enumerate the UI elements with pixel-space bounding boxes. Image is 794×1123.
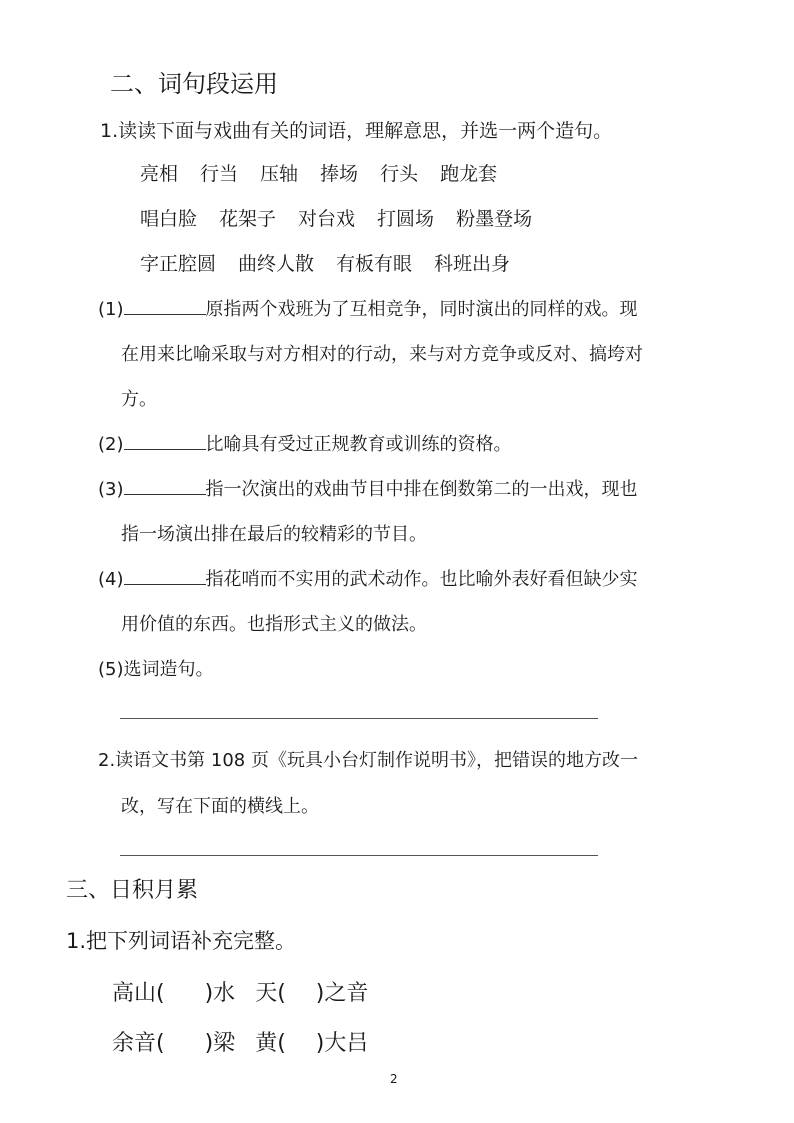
word: 跑龙套 [440, 163, 498, 185]
word: 对台戏 [298, 208, 356, 230]
word: 有板有眼 [336, 253, 413, 275]
answer-blank[interactable] [124, 478, 206, 495]
item-1-line-1 [98, 295, 638, 321]
answer-blank[interactable] [124, 568, 206, 585]
question-1-prompt: 1.读读下面与戏曲有关的词语，理解意思，并选一两个造句。 [100, 120, 613, 142]
item-3-line-1 [98, 475, 638, 501]
idiom-part: 天( [255, 981, 286, 1006]
item-text: 指花哨而不实用的武术动作。也比喻外表好看但缺少实 [205, 569, 638, 590]
item-number: (1) [98, 299, 124, 320]
word: 亮相 [140, 163, 179, 185]
word: 字正腔圆 [140, 253, 217, 275]
item-number: (3) [98, 479, 124, 500]
word: 行头 [380, 163, 419, 185]
word: 捧场 [320, 163, 359, 185]
section-2-title: 二、词句段运用 [110, 70, 278, 98]
item-text: 原指两个戏班为了互相竞争，同时演出的同样的戏。现 [205, 299, 638, 320]
section-3-question-1-prompt: 1.把下列词语补充完整。 [66, 929, 297, 953]
item-number: (4) [98, 569, 124, 590]
section-3-title: 三、日积月累 [66, 878, 199, 903]
answer-blank[interactable] [124, 433, 206, 450]
idiom-part: )之音 [315, 981, 369, 1006]
item-number: (2) [98, 434, 124, 455]
item-4-line-2: 用价值的东西。也指形式主义的做法。 [121, 614, 427, 635]
idiom-part: 高山( [112, 981, 165, 1006]
word: 花架子 [219, 208, 277, 230]
answer-blank[interactable] [124, 298, 206, 315]
word: 打圆场 [377, 208, 435, 230]
idiom-row-1 [112, 976, 368, 1007]
item-text: 比喻具有受过正规教育或训练的资格。 [205, 434, 512, 455]
item-1-line-2: 在用来比喻采取与对方相对的行动，来与对方竞争或反对、搞垮对 [121, 344, 643, 365]
idiom-part: )水 [204, 981, 236, 1006]
item-3-line-2: 指一场演出排在最后的较精彩的节目。 [121, 524, 427, 545]
answer-line[interactable] [120, 718, 598, 719]
question-2-line-2: 改，写在下面的横线上。 [121, 796, 319, 817]
word: 曲终人散 [238, 253, 315, 275]
item-text: 指一次演出的戏曲节目中排在倒数第二的一出戏，现也 [205, 479, 638, 500]
item-4-line-1 [98, 565, 638, 591]
item-2-line-1 [98, 430, 512, 456]
idiom-part: 黄( [255, 1031, 286, 1056]
idiom-part: )大吕 [315, 1031, 369, 1056]
word: 压轴 [260, 163, 299, 185]
word: 唱白脸 [140, 208, 198, 230]
idiom-part: )梁 [204, 1031, 236, 1056]
word: 行当 [200, 163, 239, 185]
idiom-part: 余音( [112, 1031, 165, 1056]
word: 粉墨登场 [456, 208, 533, 230]
word-row-3 [140, 249, 532, 276]
idiom-row-2 [112, 1026, 368, 1057]
question-2-line-1: 2.读语文书第 108 页《玩具小台灯制作说明书》，把错误的地方改一 [98, 750, 638, 771]
word-row-2 [140, 204, 554, 231]
page-number: 2 [390, 1072, 398, 1086]
word: 科班出身 [434, 253, 511, 275]
word-row-1 [140, 159, 519, 186]
item-1-line-3: 方。 [121, 389, 157, 410]
item-5-prompt: (5)选词造句。 [98, 659, 214, 680]
answer-line[interactable] [120, 855, 598, 856]
